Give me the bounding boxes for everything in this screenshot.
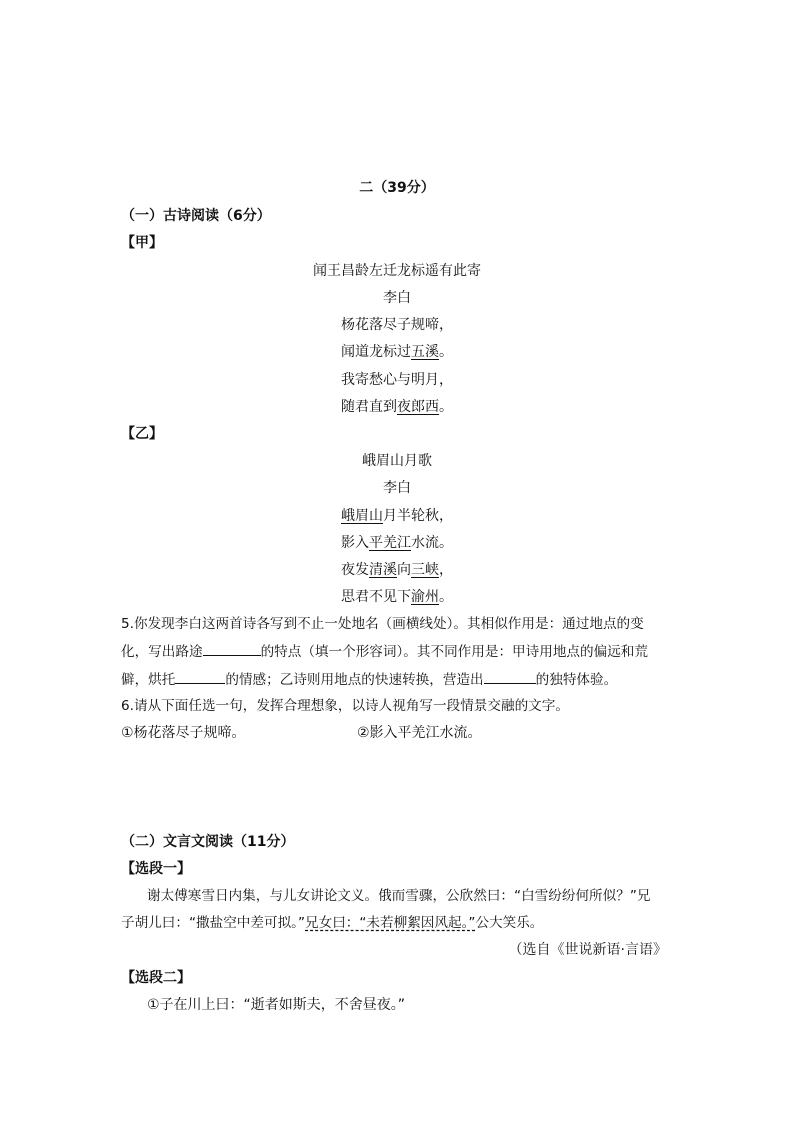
place-name: 三峡 bbox=[411, 562, 439, 578]
place-name: 五溪 bbox=[411, 344, 439, 360]
place-name: 夜郎西 bbox=[397, 399, 439, 415]
answer-blank[interactable] bbox=[203, 641, 261, 656]
poem-a-line3: 我寄愁心与明月， bbox=[341, 372, 453, 388]
place-name: 平羌江 bbox=[369, 535, 411, 551]
selection-1-line1: 谢太傅寒雪日内集，与儿女讲论文义。俄而雪骤，公欣然曰：“白雪纷纷何所似？”兄 bbox=[147, 888, 651, 904]
selection-1-source: （选自《世说新语·言语》 bbox=[508, 942, 667, 958]
poem-a-line1: 杨花落尽子规啼， bbox=[341, 317, 453, 333]
poem-a-tag: 【甲】 bbox=[121, 235, 163, 251]
poem-a-line2: 闻道龙标过五溪。 bbox=[341, 344, 453, 360]
question-6-option-2: ②影入平羌江水流。 bbox=[357, 725, 482, 741]
selection-2-line1: ①子在川上曰：“逝者如斯夫，不舍昼夜。” bbox=[147, 997, 406, 1013]
poem-b-line3: 夜发清溪向三峡， bbox=[341, 562, 453, 578]
poem-b-tag: 【乙】 bbox=[121, 426, 163, 442]
place-name: 清溪 bbox=[369, 562, 397, 578]
question-5-line2: 化，写出路途 的特点（填一个形容词）。其不同作用是：甲诗用地点的偏远和荒 bbox=[121, 641, 648, 662]
answer-blank[interactable] bbox=[484, 669, 536, 684]
selection-1-tag: 【选段一】 bbox=[121, 861, 191, 877]
question-6: 6.请从下面任选一句，发挥合理想象，以诗人视角写一段情景交融的文字。 bbox=[121, 698, 569, 714]
poem-a-author: 李白 bbox=[383, 290, 411, 306]
poem-a-title: 闻王昌龄左迁龙标遥有此寄 bbox=[313, 263, 481, 279]
selection-2-tag: 【选段二】 bbox=[121, 970, 191, 986]
part2-heading: （二）文言文阅读（11分） bbox=[121, 834, 295, 850]
selection-1-line2: 子胡儿曰：“撒盐空中差可拟。”兄女曰：“未若柳絮因风起。”公大笑乐。 bbox=[121, 915, 544, 931]
place-name: 渝州 bbox=[411, 589, 439, 605]
poem-b-line4: 思君不见下渝州。 bbox=[341, 589, 453, 605]
answer-blank[interactable] bbox=[175, 669, 225, 684]
question-6-option-1: ①杨花落尽子规啼。 bbox=[121, 725, 246, 741]
part1-heading: （一）古诗阅读（6分） bbox=[121, 208, 271, 224]
poem-a-line4: 随君直到夜郎西。 bbox=[341, 399, 453, 415]
dashed-underlined-quote: 兄女曰：“未若柳絮因风起。” bbox=[305, 915, 476, 931]
poem-b-author: 李白 bbox=[383, 480, 411, 496]
question-5-line1: 5.你发现李白这两首诗各写到不止一处地名（画横线处）。其相似作用是：通过地点的变 bbox=[121, 616, 644, 632]
question-5-line3: 僻，烘托 的情感；乙诗则用地点的快速转换，营造出 的独特体验。 bbox=[121, 669, 617, 690]
poem-b-line2: 影入平羌江水流。 bbox=[341, 535, 453, 551]
place-name: 峨眉山 bbox=[341, 508, 383, 524]
poem-b-title: 峨眉山月歌 bbox=[362, 453, 432, 469]
section-title: 二（39分） bbox=[359, 180, 435, 196]
poem-b-line1: 峨眉山月半轮秋， bbox=[341, 508, 453, 524]
